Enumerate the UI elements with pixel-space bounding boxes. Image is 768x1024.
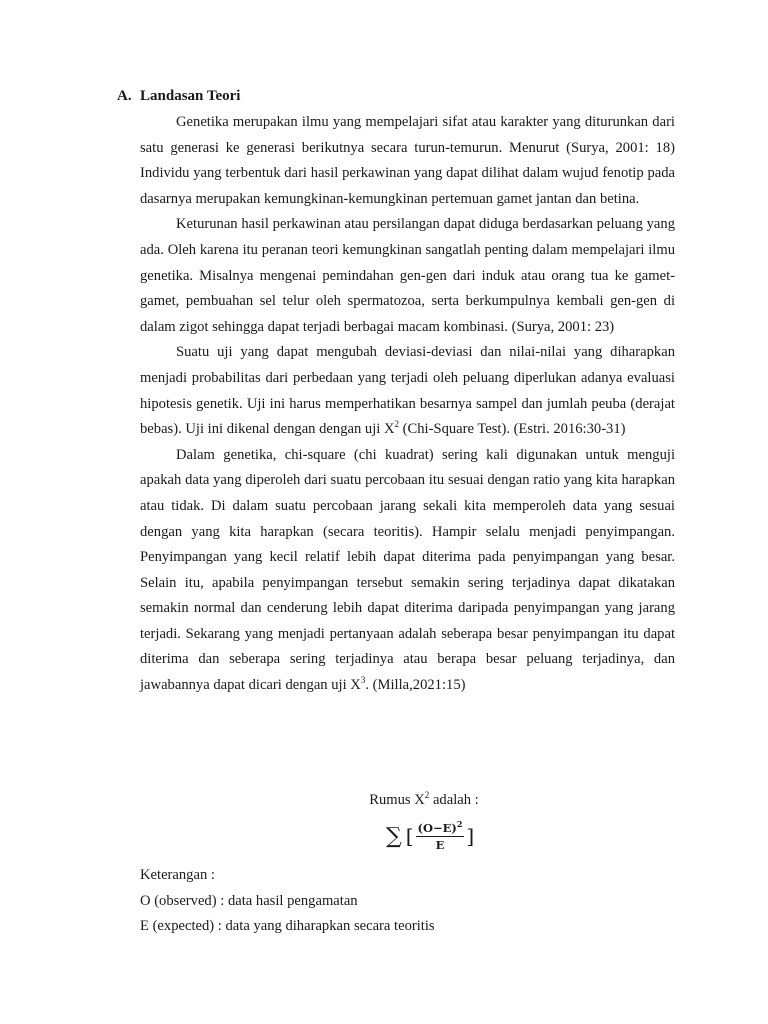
note-expected: E (expected) : data yang diharapkan secara teoritis xyxy=(140,918,435,935)
close-bracket: ] xyxy=(466,824,475,848)
body-text xyxy=(140,110,675,699)
paragraph-3-text: Suatu uji yang dapat mengubah deviasi-deviasi dan nilai-nilai yang diharapkan menjadi probabilitas dari perbedaan yang terjadi oleh peluang diperlukan adanya evaluasi hipotesis genetik. Uji ini harus memperhatikan besarnya sampel dan jumlah peuba (derajat bebas). Uji ini dikenal dengan dengan uji X xyxy=(140,344,675,438)
fraction xyxy=(416,818,465,852)
formula-label-text-end: adalah : xyxy=(429,792,479,808)
superscript: 2 xyxy=(456,818,463,829)
chi-square-formula xyxy=(386,812,474,860)
sigma-symbol: ∑ xyxy=(386,823,402,849)
open-bracket: [ xyxy=(405,824,414,848)
superscript: 3 xyxy=(360,675,366,686)
note-observed: O (observed) : data hasil pengamatan xyxy=(140,892,358,909)
paragraph-3-text-end: (Chi-Square Test). (Estri. 2016:30-31) xyxy=(399,421,626,438)
fraction-numerator xyxy=(416,818,465,837)
paragraph-3 xyxy=(140,340,675,442)
notes-heading: Keterangan : xyxy=(140,867,215,883)
section-title: Landasan Teori xyxy=(140,88,241,104)
paragraph-4-text: Dalam genetika, chi-square (chi kuadrat) sering kali digunakan untuk menguji apakah data yang diperoleh dari suatu percobaan itu sesuai dengan ratio yang kita harapkan atau tidak. Di dalam suatu percobaan jarang sekali kita memperoleh data yang sesuai dengan yang kita harapkan (secara teoritis). Hampir selalu menjadi penyimpangan. Penyimpangan yang kecil relatif lebih dapat diterima pada penyimpangan yang besar. Selain itu, apabila penyimpangan tersebut semakin sering terjadinya dapat dikatakan semakin normal dan cenderung lebih dapat diterima daripada penyimpangan yang jarang terjadi. Sekarang yang menjadi pertanyaan adalah seberapa besar penyimpangan itu dapat diterima dan seberapa sering terjadinya atau berapa besar peluang terjadinya, dan jawabannya dapat dicari dengan uji X xyxy=(140,446,675,694)
notes-block xyxy=(140,863,435,940)
fraction-denominator: E xyxy=(435,837,445,852)
superscript: 2 xyxy=(394,419,400,430)
formula-label xyxy=(0,789,768,811)
numerator-text: (O−E) xyxy=(417,820,457,835)
paragraph-4 xyxy=(140,443,675,699)
paragraph-1: Genetika merupakan ilmu yang mempelajari sifat atau karakter yang diturunkan dari satu generasi ke generasi berikutnya secara turun-temurun. Menurut (Surya, 2001: 18) Individu yang terbentuk dari hasil perkawinan yang dapat dilihat dalam wujud fenotip pada dasarnya merupakan kemungkinan-kemungkinan pertemuan gamet jantan dan betina. xyxy=(140,114,675,207)
paragraph-4-text-end: . (Milla,2021:15) xyxy=(365,677,466,694)
formula-label-text: Rumus X xyxy=(369,792,425,808)
section-heading xyxy=(117,86,240,106)
section-number: A. xyxy=(117,88,132,104)
paragraph-2: Keturunan hasil perkawinan atau persilangan dapat diduga berdasarkan peluang yang ada. Oleh karena itu peranan teori kemungkinan sangatlah penting dalam mempelajari ilmu genetika. Misalnya mengenai pemindahan gen-gen dari induk atau orang tua ke gamet-gamet, pembuahan sel telur oleh spermatozoa, serta berkumpulnya kembali gen-gen di dalam zigot sehingga dapat terjadi berbagai macam kombinasi. (Surya, 2001: 23) xyxy=(140,216,675,335)
superscript: 2 xyxy=(424,790,430,800)
